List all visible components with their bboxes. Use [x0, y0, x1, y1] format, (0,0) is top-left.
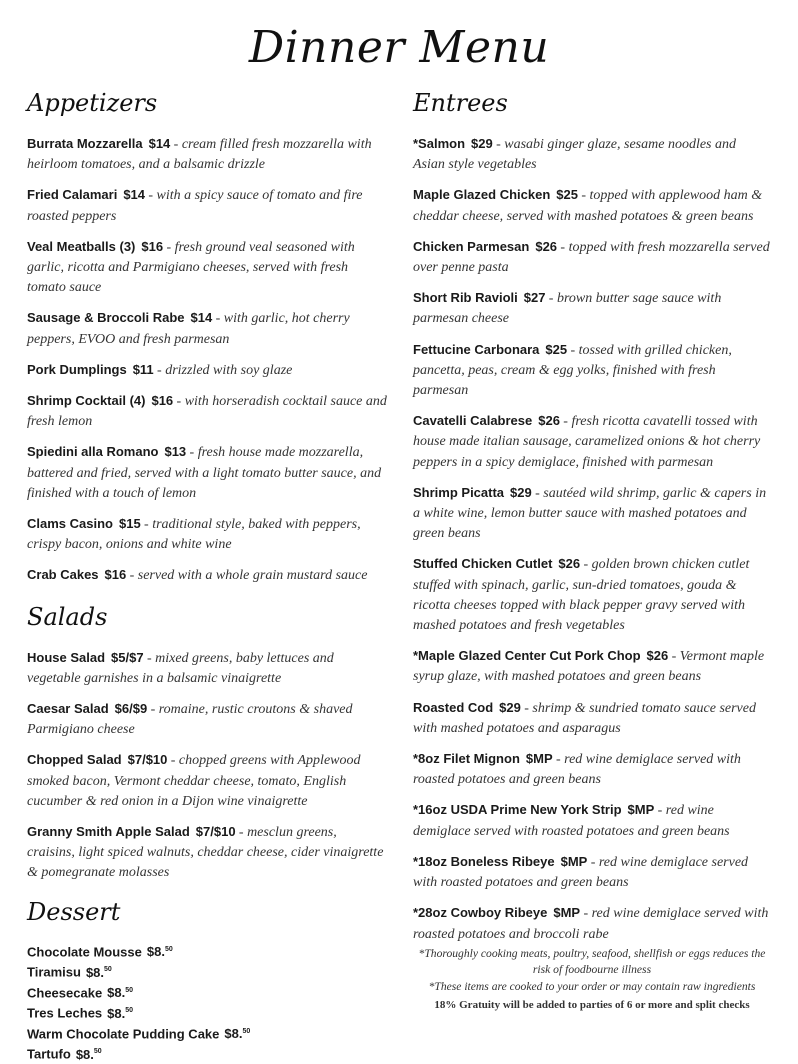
dessert-item — [27, 1023, 387, 1044]
salads-list — [27, 648, 387, 883]
menu-item — [27, 134, 387, 174]
item-name: Fettucine Carbonara — [413, 341, 540, 357]
item-name: Cavatelli Calabrese — [413, 413, 533, 429]
dessert-item — [27, 961, 387, 982]
item-price: $8. — [146, 944, 165, 960]
item-description: - mesclun greens, craisins, light spiced walnuts, cheddar cheese, cider vinaigrette & pomegranate molasses — [27, 825, 384, 881]
item-price: $29 — [499, 699, 521, 715]
item-name: Warm Chocolate Pudding Cake — [27, 1026, 220, 1042]
menu-item — [27, 514, 387, 554]
menu-item — [27, 648, 387, 688]
item-price: $MP — [525, 751, 553, 767]
item-name: *16oz USDA Prime New York Strip — [413, 802, 622, 818]
item-price-cents: 50 — [93, 1048, 102, 1056]
item-name: Tres Leches — [27, 1005, 103, 1021]
item-price: $16 — [141, 238, 164, 254]
item-description: - red wine demiglace served with roasted potatoes and green beans — [413, 752, 741, 788]
item-name: *8oz Filet Mignon — [413, 751, 520, 767]
menu-item — [413, 903, 771, 943]
item-description: - drizzled with soy glaze — [157, 362, 293, 378]
item-name: Fried Calamari — [27, 187, 118, 203]
item-description: - red wine demiglace served with roasted potatoes and broccoli rabe — [413, 906, 769, 942]
item-price-cents: 50 — [164, 945, 173, 953]
item-description: - fresh ricotta cavatelli tossed with house made italian sausage, caramelized onions & hot cherry peppers in a spicy demiglace, finished with parmesan — [413, 414, 761, 470]
note-raw-ingredients: *These items are cooked to your order or may contain raw ingredients — [428, 980, 756, 994]
appetizers-heading: Appetizers — [27, 89, 158, 117]
item-description: - sautéed wild shrimp, garlic & capers in a white wine, lemon butter sauce with mashed potatoes and green beans — [413, 485, 767, 542]
item-name: *28oz Cowboy Ribeye — [413, 905, 548, 921]
item-description: - with garlic, hot cherry peppers, EVOO and fresh parmesan — [27, 311, 350, 347]
salads-heading: Salads — [27, 602, 108, 631]
item-price: $25 — [545, 341, 568, 357]
item-description: - fresh ground veal seasoned with garlic, ricotta and Parmigiano cheeses, served with fresh tomato sauce — [27, 239, 355, 296]
item-price: $16 — [151, 393, 174, 409]
item-description: - topped with fresh mozzarella served over penne pasta — [413, 239, 770, 276]
menu-item — [27, 750, 387, 811]
item-name: *18oz Boneless Ribeye — [413, 853, 555, 869]
item-name: *Salmon — [413, 136, 466, 151]
item-price: $8. — [107, 985, 126, 1001]
item-name: Spiedini alla Romano — [27, 444, 159, 460]
item-price: $6/$9 — [114, 701, 148, 717]
item-name: Roasted Cod — [413, 699, 494, 715]
item-description: - cream filled fresh mozzarella with heirloom tomatoes, and a balsamic drizzle — [27, 137, 372, 173]
item-price: $MP — [560, 853, 588, 869]
item-price: $26 — [646, 648, 669, 664]
dessert-item — [27, 941, 387, 962]
item-price: $29 — [471, 136, 493, 151]
item-name: Clams Casino — [27, 516, 113, 532]
menu-item — [413, 800, 771, 840]
menu-item — [413, 134, 771, 174]
item-description: - golden brown chicken cutlet stuffed with spinach, garlic, sun-dried tomatoes, gouda & ricotta cheeses topped with black pepper gravy served with mashed potatoes and fresh vegetables — [413, 557, 750, 634]
page-title: Dinner Menu — [248, 22, 550, 73]
item-price: $14 — [148, 136, 171, 151]
item-price-cents: 50 — [125, 1007, 134, 1015]
menu-item — [413, 237, 771, 277]
item-name: Granny Smith Apple Salad — [27, 824, 190, 840]
item-name: Tartufo — [27, 1046, 71, 1062]
item-description: - Vermont maple syrup glaze, with mashed potatoes and green beans — [413, 649, 765, 685]
dessert-item — [27, 982, 387, 1003]
menu-item — [27, 565, 387, 585]
item-price: $7/$10 — [195, 824, 236, 840]
appetizers-list — [27, 134, 387, 586]
menu-item — [413, 554, 771, 635]
item-price-cents: 50 — [125, 986, 134, 994]
dessert-item — [27, 1002, 387, 1023]
item-price: $14 — [123, 187, 146, 203]
menu-item — [413, 185, 771, 225]
item-name: Chopped Salad — [27, 752, 122, 768]
item-name: Pork Dumplings — [27, 361, 127, 377]
item-price: $8. — [75, 1046, 94, 1062]
item-description: - wasabi ginger glaze, sesame noodles and Asian style vegetables — [413, 137, 737, 173]
item-price: $14 — [190, 310, 213, 326]
item-price: $29 — [510, 484, 532, 500]
item-price: $13 — [164, 444, 187, 460]
item-name: Stuffed Chicken Cutlet — [413, 556, 553, 572]
item-name: Maple Glazed Chicken — [413, 187, 551, 203]
item-price: $16 — [104, 567, 127, 583]
entrees-list — [413, 134, 771, 944]
item-description: - chopped greens with Applewood smoked bacon, Vermont cheddar cheese, tomato, English cucumber & red onion in a Dijon wine vinaigrette — [27, 753, 361, 809]
menu-item — [413, 852, 771, 892]
dessert-heading: Dessert — [27, 897, 121, 926]
item-description: - tossed with grilled chicken, pancetta, peas, cream & egg yolks, finished with fresh parmesan — [413, 342, 732, 399]
menu-item — [413, 288, 771, 328]
item-name: Burrata Mozzarella — [27, 136, 143, 151]
item-name: Short Rib Ravioli — [413, 290, 518, 306]
item-name: Chicken Parmesan — [413, 238, 530, 254]
item-price: $26 — [535, 238, 558, 254]
dessert-list — [27, 941, 387, 1064]
item-description: - fresh house made mozzarella, battered and fried, served with a light tomato butter sauce, and finished with a touch of lemon — [27, 445, 382, 501]
item-description: - traditional style, baked with peppers, crispy bacon, onions and white wine — [27, 517, 361, 553]
item-description: - with horseradish cocktail sauce and fresh lemon — [27, 394, 387, 430]
item-price: $8. — [107, 1005, 126, 1021]
item-description: - red wine demiglace served with roasted potatoes and green beans — [413, 854, 749, 891]
entrees-heading: Entrees — [413, 89, 508, 117]
menu-item — [27, 442, 387, 503]
note-gratuity: 18% Gratuity will be added to parties of 6 or more and split checks — [434, 998, 750, 1011]
item-price: $26 — [538, 413, 560, 429]
item-description: - served with a whole grain mustard sauce — [129, 568, 368, 584]
item-price-cents: 50 — [104, 966, 112, 974]
item-name: Tiramisu — [27, 964, 81, 980]
item-price: $MP — [553, 905, 581, 921]
menu-item — [413, 698, 771, 738]
right-column — [413, 86, 771, 955]
item-name: House Salad — [27, 649, 106, 665]
item-price: $26 — [558, 556, 581, 572]
menu-item — [27, 308, 387, 348]
item-name: Caesar Salad — [27, 701, 109, 717]
item-price: $5/$7 — [111, 649, 144, 665]
item-name: Shrimp Cocktail (4) — [27, 393, 146, 409]
item-price: $15 — [118, 516, 141, 532]
menu-item — [27, 699, 387, 739]
left-column — [27, 86, 387, 1064]
item-name: Shrimp Picatta — [413, 484, 505, 500]
item-description: - shrimp & sundried tomato sauce served with mashed potatoes and asparagus — [413, 700, 756, 736]
item-name: Sausage & Broccoli Rabe — [27, 310, 185, 326]
item-price: $27 — [523, 290, 546, 306]
item-name: Cheesecake — [27, 985, 103, 1001]
item-description: - brown butter sage sauce with parmesan cheese — [413, 291, 722, 327]
menu-item — [27, 391, 387, 431]
note-food-safety: *Thoroughly cooking meats, poultry, seafood, shellfish or eggs reduces the risk of foodbourne illness — [418, 947, 766, 976]
item-description: - red wine demiglace served with roasted potatoes and green beans — [413, 803, 730, 839]
menu-item — [27, 822, 387, 883]
item-price-cents: 50 — [242, 1027, 251, 1035]
item-price: $8. — [224, 1026, 243, 1042]
menu-item — [27, 185, 387, 225]
menu-item — [413, 646, 771, 686]
item-name: Chocolate Mousse — [27, 944, 142, 960]
item-name: *Maple Glazed Center Cut Pork Chop — [413, 648, 641, 664]
item-price: $7/$10 — [127, 752, 168, 768]
item-price: $MP — [627, 802, 655, 818]
item-name: Veal Meatballs (3) — [27, 238, 136, 254]
menu-notes — [413, 946, 771, 1013]
item-description: - romaine, rustic croutons & shaved Parmigiano cheese — [27, 702, 353, 738]
item-description: - mixed greens, baby lettuces and vegetable garnishes in a balsamic vinaigrette — [27, 650, 334, 686]
item-name: Crab Cakes — [27, 567, 99, 583]
menu-item — [413, 749, 771, 789]
menu-item — [413, 483, 771, 544]
menu-item — [27, 237, 387, 298]
item-description: - topped with applewood ham & cheddar cheese, served with mashed potatoes & green beans — [413, 188, 763, 224]
item-description: - with a spicy sauce of tomato and fire roasted peppers — [27, 188, 363, 224]
menu-item — [413, 340, 771, 401]
menu-item — [27, 360, 387, 380]
item-price: $25 — [556, 187, 578, 203]
item-price: $8. — [85, 964, 105, 980]
item-price: $11 — [132, 361, 154, 377]
dessert-item — [27, 1043, 387, 1064]
menu-item — [413, 411, 771, 472]
